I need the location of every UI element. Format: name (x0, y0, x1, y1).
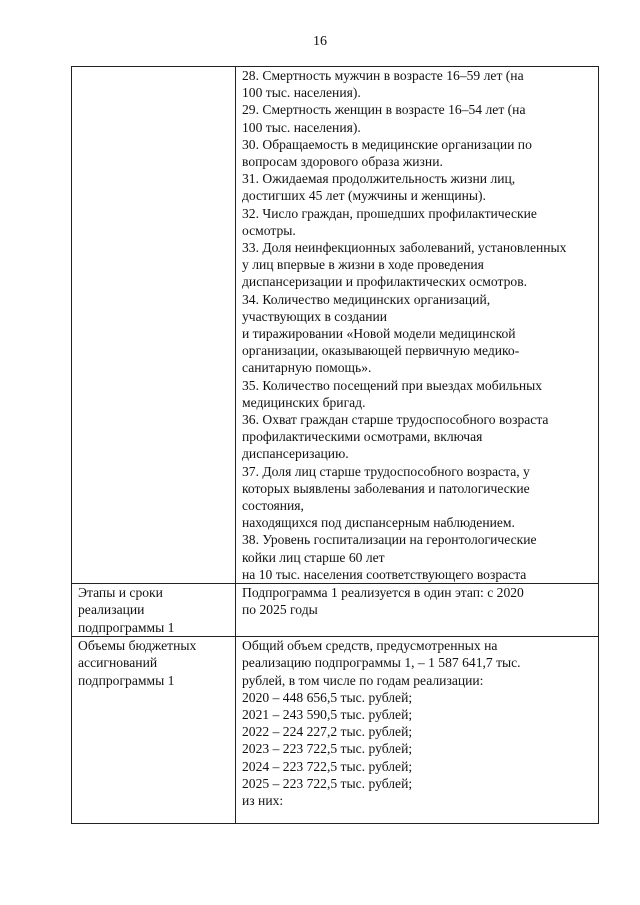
table-row-stages (72, 584, 599, 637)
text-line: по 2025 годы (242, 602, 318, 618)
text-line: 100 тыс. населения). (242, 85, 361, 101)
text-line: медицинских бригад. (242, 394, 366, 410)
text-line: 2024 – 223 722,5 тыс. рублей; (242, 758, 413, 774)
text-line: диспансеризацию. (242, 446, 349, 462)
text-line: организации, оказывающей первичную медико- (242, 343, 520, 359)
text-line: диспансеризации и профилактических осмотров. (242, 274, 528, 290)
text-line: осмотры. (242, 222, 296, 238)
text-line: 2022 – 224 227,2 тыс. рублей; (242, 724, 413, 740)
text-line: профилактическими осмотрами, включая (242, 429, 483, 445)
indicators-list (242, 67, 594, 583)
text-line: 35. Количество посещений при выездах мобильных (242, 377, 543, 393)
text-line: из них: (242, 792, 284, 808)
program-passport-table (71, 66, 599, 824)
text-line: 29. Смертность женщин в возрасте 16–54 лет (на (242, 102, 526, 118)
text-line: состояния, (242, 498, 304, 514)
table-row-indicators (72, 67, 599, 584)
text-line: находящихся под диспансерным наблюдением. (242, 515, 515, 531)
text-line: реализации (78, 602, 145, 618)
text-line: 37. Доля лиц старше трудоспособного возраста, у (242, 463, 530, 479)
text-line: реализацию подпрограммы 1, – 1 587 641,7 тыс. (242, 655, 521, 671)
budget-value-cell (236, 637, 599, 824)
text-line: участвующих в создании (242, 308, 388, 324)
text-line: Объемы бюджетных (78, 638, 197, 654)
text-line: 100 тыс. населения). (242, 119, 361, 135)
text-line: Этапы и сроки (78, 585, 163, 601)
stages-value-cell (236, 584, 599, 637)
text-line: 30. Обращаемость в медицинские организации по (242, 136, 532, 152)
text-line: 38. Уровень госпитализации на геронтологические (242, 532, 537, 548)
text-line: 2021 – 243 590,5 тыс. рублей; (242, 706, 413, 722)
page-number: 16 (313, 34, 327, 49)
text-line: Общий объем средств, предусмотренных на (242, 638, 498, 654)
text-line: 2020 – 448 656,5 тыс. рублей; (242, 689, 413, 705)
text-line: ассигнований (78, 655, 158, 671)
text-line: рублей, в том числе по годам реализации: (242, 672, 484, 688)
text-line: койки лиц старше 60 лет (242, 549, 385, 565)
text-line: 33. Доля неинфекционных заболеваний, установленных (242, 240, 567, 256)
text-line: 28. Смертность мужчин в возрасте 16–59 лет (на (242, 68, 524, 83)
text-line: 2025 – 223 722,5 тыс. рублей; (242, 775, 413, 791)
indicators-label-cell (72, 67, 236, 584)
table-row-budget (72, 637, 599, 824)
stages-label (78, 584, 231, 636)
stages-label-cell (72, 584, 236, 637)
text-line: достигших 45 лет (мужчины и женщины). (242, 188, 486, 204)
text-line: 31. Ожидаемая продолжительность жизни лиц, (242, 171, 516, 187)
text-line: 32. Число граждан, прошедших профилактические (242, 205, 537, 221)
indicators-value-cell (236, 67, 599, 584)
text-line: 2023 – 223 722,5 тыс. рублей; (242, 741, 413, 757)
stages-value (242, 584, 594, 618)
budget-label (78, 637, 231, 689)
text-line: вопросам здорового образа жизни. (242, 154, 443, 170)
budget-label-cell (72, 637, 236, 824)
text-line: подпрограммы 1 (78, 672, 175, 688)
text-line: и тиражировании «Новой модели медицинской (242, 326, 516, 342)
budget-value (242, 637, 594, 809)
text-line: Подпрограмма 1 реализуется в один этап: с 2020 (242, 585, 524, 601)
text-line: 34. Количество медицинских организаций, (242, 291, 491, 307)
text-line: у лиц впервые в жизни в ходе проведения (242, 257, 484, 273)
text-line: подпрограммы 1 (78, 619, 175, 635)
text-line: санитарную помощь». (242, 360, 372, 376)
text-line: 36. Охват граждан старше трудоспособного возраста (242, 412, 549, 428)
text-line: которых выявлены заболевания и патологические (242, 480, 530, 496)
text-line: на 10 тыс. населения соответствующего возраста (242, 566, 527, 582)
